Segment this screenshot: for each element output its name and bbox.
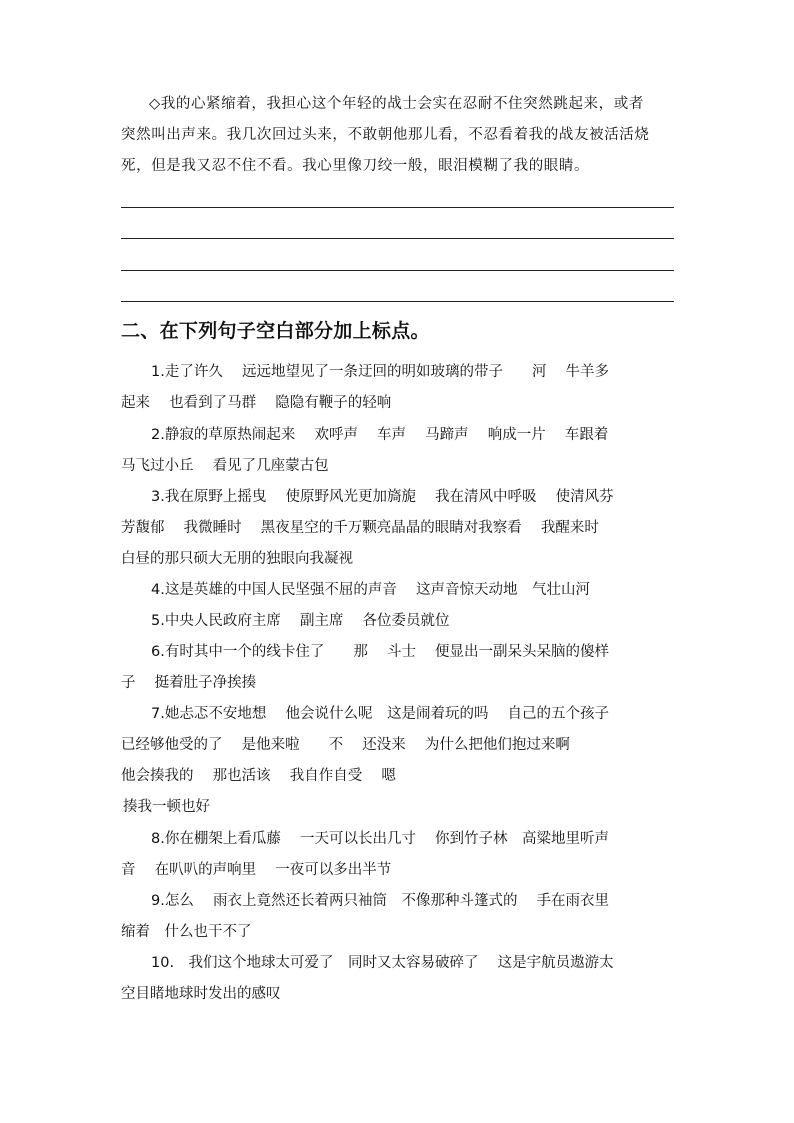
question-item-2 [121, 420, 681, 482]
question-item-4 [121, 575, 681, 606]
question-line: 4.这是英雄的中国人民坚强不屈的声音 这声音惊天动地 气壮山河 [151, 582, 590, 598]
question-line: 1.走了许久 远远地望见了一条迂回的明如玻璃的带子 河 牛羊多 [151, 364, 610, 380]
question-item-9 [121, 886, 681, 948]
passage [121, 89, 676, 182]
question-item-5 [121, 606, 681, 637]
question-item-10 [121, 948, 681, 1010]
question-item-1 [121, 357, 681, 419]
answer-line [121, 270, 674, 271]
question-line: 8.你在棚架上看瓜藤 一天可以长出几寸 你到竹子林 高粱地里听声 [151, 831, 610, 847]
question-line: 7.她忐忑不安地想 他会说什么呢 这是闹着玩的吗 自己的五个孩子 [151, 706, 610, 722]
question-line: 3.我在原野上摇曳 使原野风光更加旖旎 我在清风中呼吸 使清风芬 [151, 489, 614, 505]
question-line: 6.有时其中一个的线卡住了 那 斗士 便显出一副呆头呆脑的傻样 [151, 644, 610, 660]
question-item-6 [121, 637, 681, 699]
question-line: 10. 我们这个地球太可爱了 同时又太容易破碎了 这是宇航员遨游太 [151, 955, 614, 971]
question-line: 已经够他受的了 是他来啦 不 还没来 为什么把他们抱过来啊 [121, 737, 570, 753]
passage-line: 突然叫出声来。我几次回过头来，不敢朝他那儿看，不忍看着我的战友被活活烧 [121, 127, 650, 143]
question-line: 他会揍我的 那也活该 我自作自受 嗯 [121, 768, 396, 784]
answer-line [121, 207, 674, 208]
answer-line [121, 238, 674, 239]
question-line: 起来 也看到了马群 隐隐有鞭子的轻响 [121, 395, 392, 411]
passage-line: ◇我的心紧缩着，我担心这个年轻的战士会实在忍耐不住突然跳起来，或者 [149, 96, 644, 112]
question-line: 白昼的那只硕大无朋的独眼向我凝视 [121, 551, 353, 567]
question-line: 缩着 什么也干不了 [121, 924, 252, 940]
question-line: 9.怎么 雨衣上竟然还长着两只袖筒 不像那种斗篷式的 手在雨衣里 [151, 893, 610, 909]
question-line: 空目睹地球时发出的感叹 [121, 986, 281, 1002]
question-line: 马飞过小丘 看见了几座蒙古包 [121, 458, 329, 474]
question-line: 芳馥郁 我微睡时 黑夜星空的千万颗亮晶晶的眼睛对我察看 我醒来时 [121, 520, 599, 536]
question-item-3 [121, 482, 681, 575]
question-line: 揍我一顿也好 [123, 799, 210, 815]
question-item-7 [121, 699, 681, 823]
question-line: 5.中央人民政府主席 副主席 各位委员就位 [151, 613, 450, 629]
answer-line [121, 301, 674, 302]
passage-line: 死，但是我又忍不住不看。我心里像刀绞一般，眼泪模糊了我的眼睛。 [121, 158, 590, 174]
question-line: 音 在叭叭的声响里 一夜可以多出半节 [121, 862, 392, 878]
section-title: 二、在下列句子空白部分加上标点。 [121, 320, 430, 342]
question-line: 2.静寂的草原热闹起来 欢呼声 车声 马蹄声 响成一片 车跟着 [151, 427, 609, 443]
question-item-8 [121, 824, 681, 886]
question-line: 子 挺着肚子净挨揍 [121, 675, 257, 691]
